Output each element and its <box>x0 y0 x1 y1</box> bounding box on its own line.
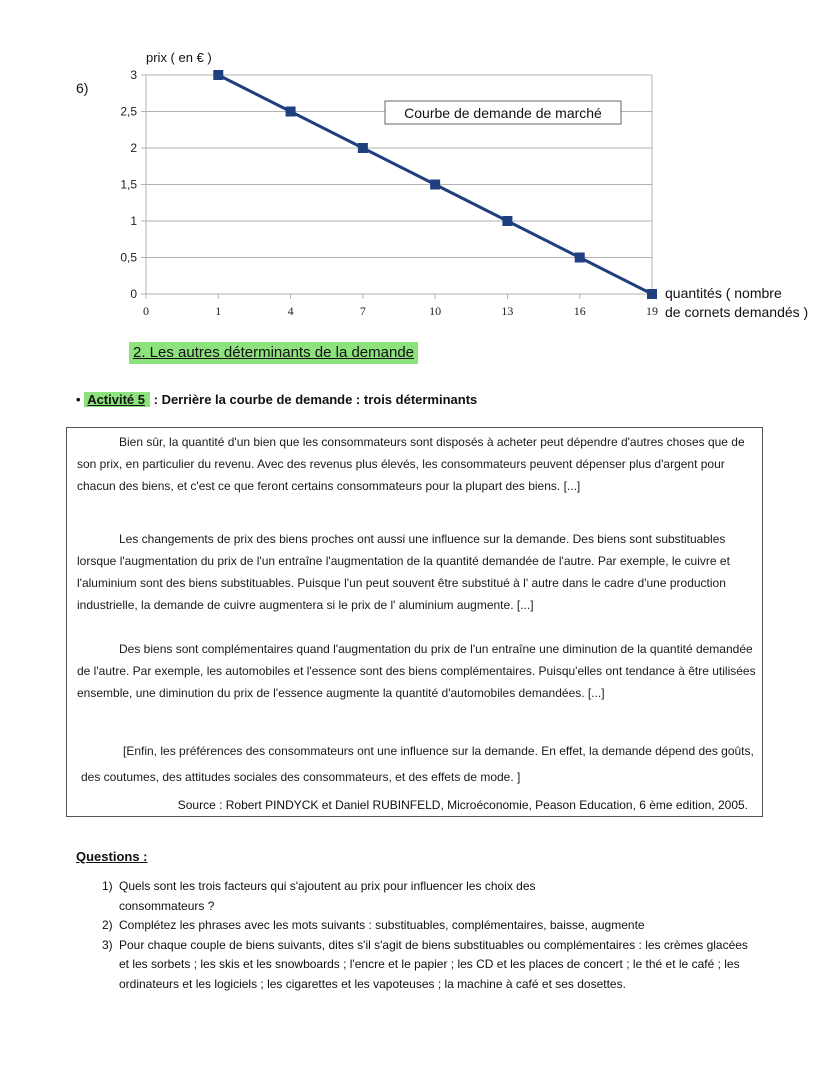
y-tick-label: 0,5 <box>120 250 137 265</box>
x-tick-label: 4 <box>287 304 294 318</box>
y-tick-label: 1,5 <box>120 177 137 192</box>
paragraph-preferences: [Enfin, les préférences des consommateurs ont une influence sur la demande. En effet, la demande dépend des goûts, des coutumes, des attitudes sociales des consommateurs, et des effets de mode. ] <box>81 744 754 784</box>
activity-label: Activité 5 <box>84 392 150 407</box>
bullet: • <box>76 392 81 407</box>
paragraph-complements: Des biens sont complémentaires quand l'augmentation du prix de l'un entraîne une diminution de la quantité demandée de l'autre. Par exemple, les automobiles et l'essence sont des biens complémentaires. Puisqu'elles ont tendance à être utilisées ensemble, une diminution du prix de l'essence augmente la quantité d'automobiles demandées. [...] <box>77 642 756 700</box>
data-point <box>502 216 512 226</box>
data-point <box>213 70 223 80</box>
questions-list <box>102 877 752 994</box>
x-axis-label-line: quantités ( nombre <box>665 285 782 301</box>
y-tick-labels <box>120 68 137 301</box>
activity-title: : Derrière la courbe de demande : trois déterminants <box>153 392 478 407</box>
x-tick-label: 1 <box>215 304 222 318</box>
y-tick-label: 2,5 <box>120 104 137 119</box>
paragraph-revenue: Bien sûr, la quantité d'un bien que les consommateurs sont disposés à acheter peut dépendre d'autres choses que de son prix, en particulier du revenu. Avec des revenus plus élevés, les consommateurs peuvent dépenser plus d'argent pour chacun des biens, et c'est ce que feront certains consommateurs pour la plupart des biens. [...] <box>77 435 745 493</box>
demand-curve-chart <box>0 0 828 335</box>
data-point <box>358 143 368 153</box>
source-citation: Source : Robert PINDYCK et Daniel RUBINFELD, Microéconomie, Peason Education, 6 ème edition, 2005. <box>177 798 748 812</box>
list-item: 3) Pour chaque couple de biens suivants, dites s'il s'agit de biens substituables ou complémentaires : les crèmes glacées et les sorbets ; les skis et les snowboards ; l'encre et le papier ; les CD et les places de concert ; le thé et le café ; les ordinateurs et les logiciels ; les cigarettes et les vapoteuses ; la machine à café et ses dosettes. <box>102 937 748 991</box>
x-tick-label: 16 <box>573 304 586 318</box>
x-tick-label: 19 <box>646 304 658 318</box>
y-axis-label: prix ( en € ) <box>146 50 212 65</box>
data-point <box>430 180 440 190</box>
question-number: 6) <box>76 80 89 96</box>
list-item: 2) Complétez les phrases avec les mots suivants : substituables, complémentaires, baisse, augmente <box>102 918 645 932</box>
x-tick-label: 13 <box>501 304 514 318</box>
x-axis-label-line: de cornets demandés ) <box>665 304 809 320</box>
data-point <box>647 289 657 299</box>
data-point <box>286 107 296 117</box>
y-tick-label: 0 <box>130 287 137 301</box>
data-point <box>575 253 585 263</box>
x-tick-label: 0 <box>143 304 149 318</box>
x-tick-labels <box>143 304 658 318</box>
section-title: 2. Les autres déterminants de la demande <box>129 342 418 364</box>
x-axis-label <box>665 285 808 320</box>
y-tick-label: 3 <box>130 68 137 82</box>
x-tick-label: 7 <box>359 304 366 318</box>
y-tick-label: 2 <box>130 141 137 155</box>
list-item: 1) Quels sont les trois facteurs qui s'ajoutent au prix pour influencer les choix des consommateurs ? <box>102 879 536 913</box>
text-excerpt-box <box>66 427 763 817</box>
y-tick-label: 1 <box>130 214 137 228</box>
chart-title: Courbe de demande de marché <box>404 105 602 121</box>
questions-title: Questions : <box>76 849 148 864</box>
x-tick-label: 10 <box>429 304 442 318</box>
paragraph-substitutes: Les changements de prix des biens proches ont aussi une influence sur la demande. Des biens sont substituables lorsque l'augmentation du prix de l'un entraîne l'augmentation de la quantité demandée de l'autre. Par exemple, le cuivre et l'aluminium sont des biens substituables. Puisque l'un peut souvent être substitué à l' autre dans le cadre d'une production industrielle, la demande de cuivre augmentera si le prix de l' aluminium augmente. [...] <box>77 532 730 612</box>
activity-heading <box>76 391 477 409</box>
